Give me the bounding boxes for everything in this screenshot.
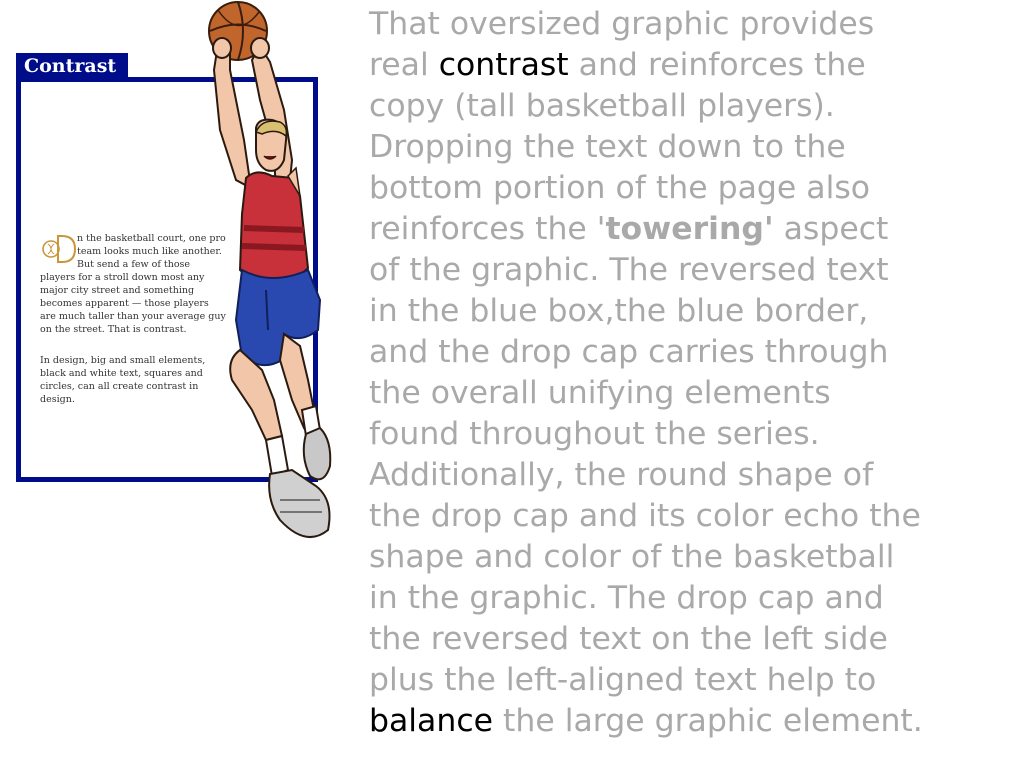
text-run: the drop cap and its color echo the bbox=[369, 498, 921, 534]
text-line bbox=[369, 414, 989, 455]
text-line bbox=[369, 373, 989, 414]
text-run: That oversized graphic provides bbox=[369, 6, 875, 42]
keyword-balance: balance bbox=[369, 703, 494, 739]
text-line bbox=[369, 455, 989, 496]
text-line bbox=[369, 209, 989, 250]
dropcap-d-icon bbox=[40, 232, 76, 266]
text-run: of the graphic. The reversed text bbox=[369, 252, 889, 288]
text-run: the reversed text on the left side bbox=[369, 621, 888, 657]
text-run: the overall unifying elements bbox=[369, 375, 831, 411]
text-line bbox=[369, 291, 989, 332]
text-line bbox=[369, 619, 989, 660]
text-run: Dropping the text down to the bbox=[369, 129, 846, 165]
text-line bbox=[369, 537, 989, 578]
card-paragraph-2: In design, big and small elements, black and white text, squares and circles, can all create contrast in design. bbox=[40, 355, 206, 405]
text-run: real bbox=[369, 47, 439, 83]
text-line bbox=[369, 578, 989, 619]
text-run: aspect bbox=[773, 211, 889, 247]
text-run: bottom portion of the page also bbox=[369, 170, 871, 206]
text-line bbox=[369, 332, 989, 373]
card-paragraph-1-text: n the basketball court, one pro team looks much like another. But send a few of those players for a stroll down most any major city street and something becomes apparent — those players are much taller than your average guy on the street. That is contrast. bbox=[40, 233, 226, 335]
text-line bbox=[369, 4, 989, 45]
text-line bbox=[369, 168, 989, 209]
text-line bbox=[369, 250, 989, 291]
text-run: in the blue box,the blue border, bbox=[369, 293, 869, 329]
text-run: and the drop cap carries through bbox=[369, 334, 889, 370]
keyword-towering: towering' bbox=[605, 211, 774, 247]
text-run: copy (tall basketball players). bbox=[369, 88, 835, 124]
text-run: shape and color of the basketball bbox=[369, 539, 895, 575]
text-run: and reinforces the bbox=[568, 47, 866, 83]
text-run: Additionally, the round shape of bbox=[369, 457, 874, 493]
text-line bbox=[369, 127, 989, 168]
main-commentary bbox=[369, 4, 989, 742]
text-run: in the graphic. The drop cap and bbox=[369, 580, 884, 616]
basketball-player-illustration bbox=[196, 0, 346, 550]
text-line bbox=[369, 496, 989, 537]
keyword-contrast: contrast bbox=[438, 47, 569, 83]
text-line bbox=[369, 701, 989, 742]
text-line bbox=[369, 660, 989, 701]
contrast-card-title: Contrast bbox=[16, 53, 128, 80]
text-line bbox=[369, 45, 989, 86]
text-line bbox=[369, 86, 989, 127]
text-run: the large graphic element. bbox=[493, 703, 923, 739]
text-run: found throughout the series. bbox=[369, 416, 820, 452]
text-run: plus the left-aligned text help to bbox=[369, 662, 877, 698]
text-run: reinforces the ' bbox=[369, 211, 606, 247]
